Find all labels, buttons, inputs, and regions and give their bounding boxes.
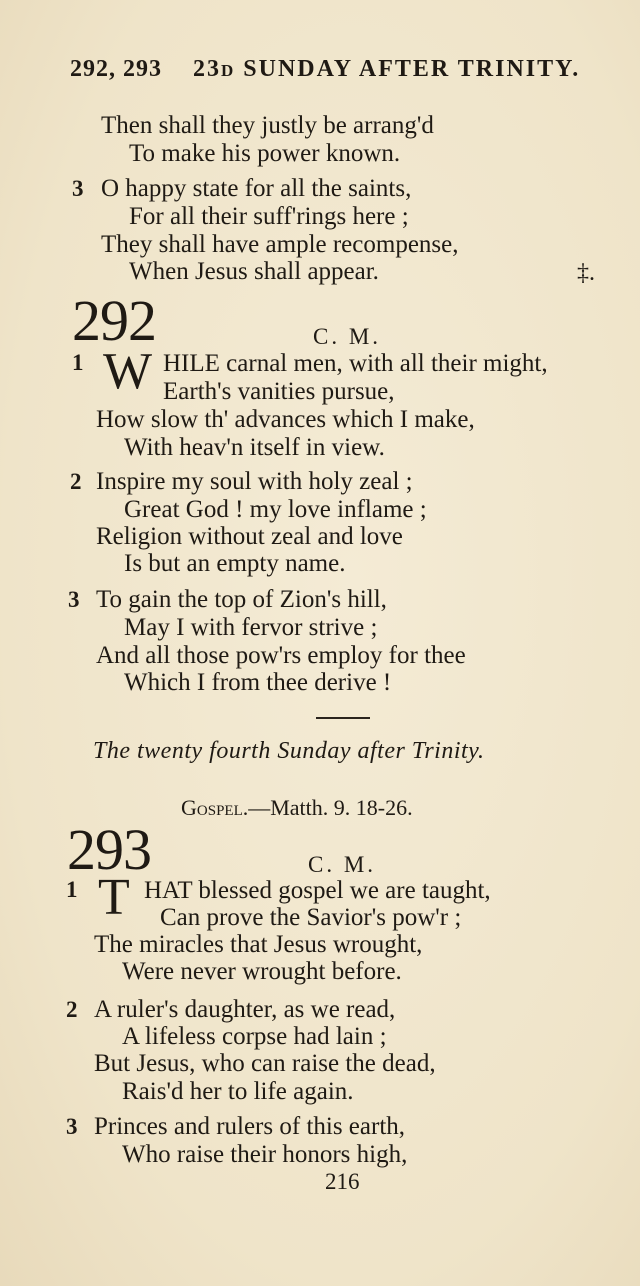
running-header <box>70 56 630 83</box>
hymn-293-stanza-1-line-2: Can prove the Savior's pow'r ; <box>160 904 462 931</box>
hymn-292-meter: C. M. <box>313 324 382 349</box>
hymn-292-stanza-1-line-4: With heav'n itself in view. <box>124 434 385 461</box>
hymn-293-meter: C. M. <box>308 852 377 877</box>
gospel-label: Gospel. <box>181 795 249 820</box>
hymn-293-stanza-3-number: 3 <box>66 1114 78 1139</box>
hymn-292-stanza-2-line-3: Religion without zeal and love <box>96 523 403 550</box>
hymn-292-stanza-3-number: 3 <box>68 587 80 612</box>
hymn-292-stanza-2-number: 2 <box>70 469 82 494</box>
prev-hymn-stanza-line-3: They shall have ample recompense, <box>101 231 459 258</box>
prev-hymn-stanza-number: 3 <box>72 176 84 201</box>
hymn-293-stanza-3-line-2: Who raise their honors high, <box>122 1141 408 1168</box>
hymn-292-stanza-2-line-4: Is but an empty name. <box>124 550 346 577</box>
prev-hymn-line-1: Then shall they justly be arrang'd <box>101 112 434 139</box>
prev-hymn-stanza-line-2: For all their suff'rings here ; <box>129 203 409 230</box>
header-running-title: 23d SUNDAY AFTER TRINITY. <box>193 56 581 82</box>
header-page-range: 292, 293 <box>70 56 162 82</box>
gospel-reference <box>181 795 413 821</box>
hymn-292-stanza-1-number: 1 <box>72 350 84 375</box>
hymn-292-stanza-3-line-2: May I with fervor strive ; <box>124 614 378 641</box>
hymn-293-stanza-2-line-3: But Jesus, who can raise the dead, <box>94 1050 436 1077</box>
hymn-293-stanza-2-number: 2 <box>66 997 78 1022</box>
prev-hymn-stanza-line-4: When Jesus shall appear. <box>129 258 379 285</box>
hymn-292-stanza-1-line-2: Earth's vanities pursue, <box>163 378 395 405</box>
gospel-ref: —Matth. 9. 18-26. <box>248 795 413 820</box>
end-mark: ‡. <box>577 260 595 286</box>
hymn-293-stanza-2-line-2: A lifeless corpse had lain ; <box>122 1023 387 1050</box>
page-number: 216 <box>325 1169 360 1194</box>
hymn-293-dropcap: T <box>98 869 130 926</box>
hymn-292-stanza-2-line-2: Great God ! my love inflame ; <box>124 496 427 523</box>
section-divider <box>316 717 370 719</box>
hymn-292-stanza-3-line-1: To gain the top of Zion's hill, <box>96 586 387 613</box>
hymn-293-stanza-1-line-4: Were never wrought before. <box>122 958 402 985</box>
hymn-293-stanza-1-number: 1 <box>66 877 78 902</box>
hymn-292-dropcap: W <box>103 343 153 400</box>
hymn-292-number: 292 <box>72 288 156 353</box>
hymn-292-stanza-3-line-3: And all those pow'rs employ for thee <box>96 642 466 669</box>
hymn-293-number: 293 <box>67 817 151 882</box>
hymn-293-stanza-2-line-1: A ruler's daughter, as we read, <box>94 996 396 1023</box>
section-title: The twenty fourth Sunday after Trinity. <box>93 738 485 764</box>
hymn-292-stanza-2-line-1: Inspire my soul with holy zeal ; <box>96 468 413 495</box>
hymn-293-stanza-2-line-4: Rais'd her to life again. <box>122 1078 354 1105</box>
hymn-292-stanza-3-line-4: Which I from thee derive ! <box>124 669 392 696</box>
hymn-292-stanza-1-line-1: HILE carnal men, with all their might, <box>163 350 548 377</box>
hymn-293-stanza-3-line-1: Princes and rulers of this earth, <box>94 1113 406 1140</box>
hymn-293-stanza-1-line-1: HAT blessed gospel we are taught, <box>144 877 491 904</box>
prev-hymn-line-2: To make his power known. <box>129 140 401 167</box>
hymn-292-stanza-1-line-3: How slow th' advances which I make, <box>96 406 475 433</box>
prev-hymn-stanza-line-1: O happy state for all the saints, <box>101 175 412 202</box>
hymn-293-stanza-1-line-3: The miracles that Jesus wrought, <box>94 931 423 958</box>
